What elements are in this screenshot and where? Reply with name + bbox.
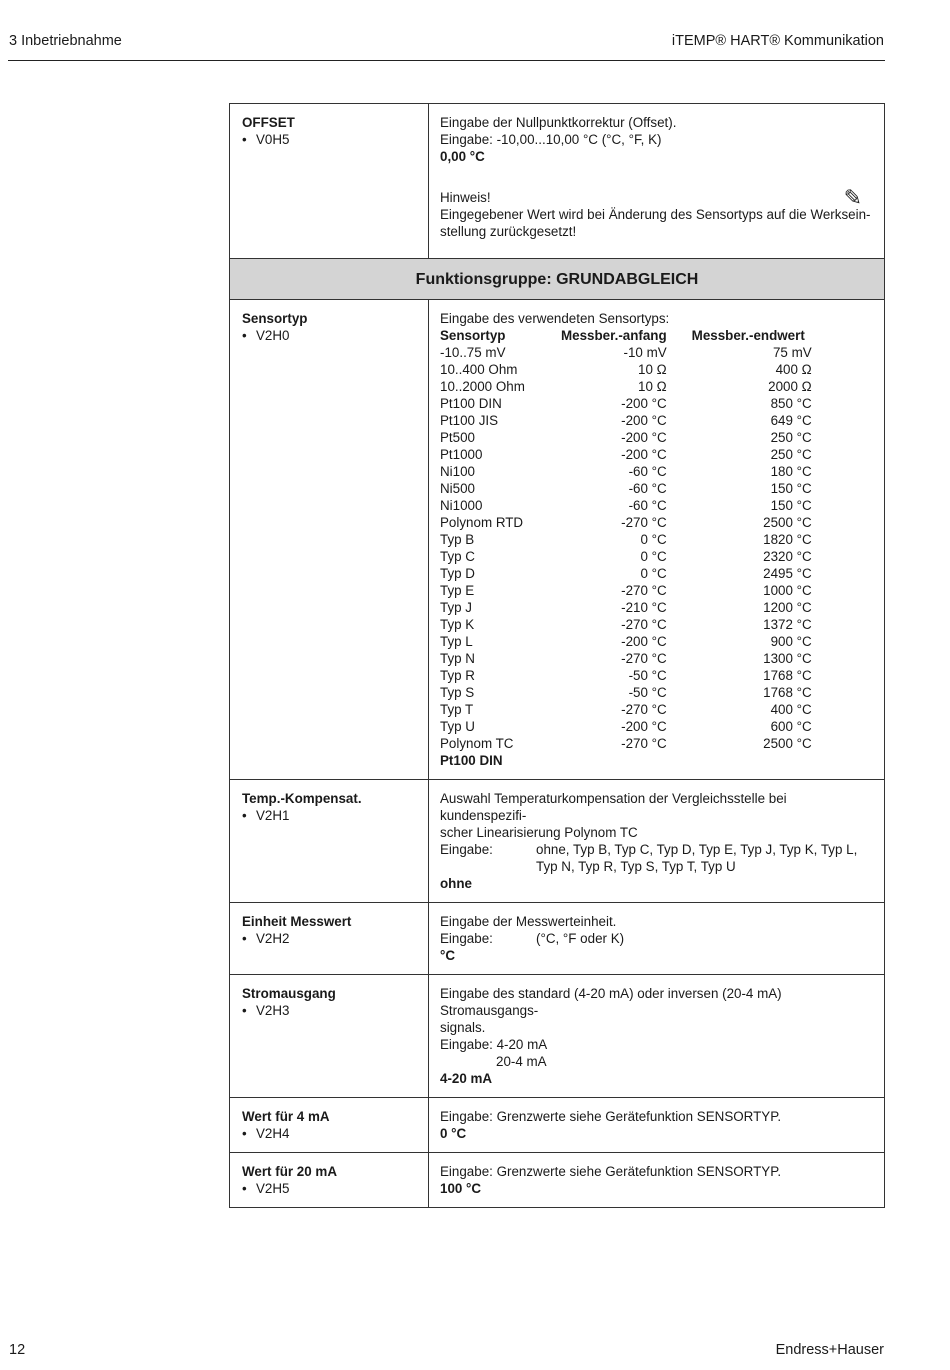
sensor-type-cell: Pt100 JIS <box>440 413 499 428</box>
default-value: 4-20 mA <box>440 1071 493 1086</box>
param-code: • V2H1 <box>242 808 290 823</box>
sensor-type-cell: 10..2000 Ohm <box>440 379 525 394</box>
range-start-cell: -60 °C <box>628 481 667 496</box>
range-end-cell: 2500 °C <box>763 736 812 751</box>
param-cell <box>230 1153 429 1208</box>
range-end-cell: 150 °C <box>770 481 812 496</box>
input-options: 20-4 mA <box>496 1054 547 1069</box>
sensor-range-row <box>440 463 812 480</box>
footer-brand: Endress+Hauser <box>775 1342 884 1358</box>
sensor-type-cell: Polynom RTD <box>440 515 524 530</box>
range-end-cell: 1820 °C <box>763 532 812 547</box>
default-value: 0 °C <box>440 1126 467 1141</box>
sensor-range-row <box>440 650 812 667</box>
sensor-range-row <box>440 548 812 565</box>
sensor-type-cell: Ni500 <box>440 481 475 496</box>
sensor-range-row <box>440 344 812 361</box>
param-cell <box>230 975 429 1098</box>
param-cell <box>230 780 429 903</box>
header-chapter: 3 Inbetriebnahme <box>9 33 122 49</box>
range-start-cell: -270 °C <box>621 736 667 751</box>
range-start-cell: -270 °C <box>621 617 667 632</box>
param-name: Stromausgang <box>242 986 336 1001</box>
row-wert-20ma <box>230 1153 885 1208</box>
input-line <box>440 1053 874 1070</box>
sensor-range-row <box>440 667 812 684</box>
description-cell <box>429 975 885 1098</box>
range-start-cell: 0 °C <box>640 549 667 564</box>
range-end-cell: 1768 °C <box>763 685 812 700</box>
param-code: • V0H5 <box>242 132 290 147</box>
sensor-type-cell: 10..400 Ohm <box>440 362 518 377</box>
range-end-cell: 1200 °C <box>763 600 812 615</box>
note-line: Eingegebener Wert wird bei Änderung des Sensortyps auf die Werksein- <box>440 207 871 222</box>
param-code: • V2H3 <box>242 1003 290 1018</box>
description-line: Eingabe der Nullpunktkorrektur (Offset). <box>440 115 677 130</box>
sensor-range-row <box>440 361 812 378</box>
sensor-type-cell: Ni100 <box>440 464 475 479</box>
range-start-cell: -200 °C <box>621 396 667 411</box>
range-start-cell: -210 °C <box>621 600 667 615</box>
input-label: Eingabe: <box>440 842 493 857</box>
sensor-type-cell: Typ R <box>440 668 475 683</box>
default-value: 100 °C <box>440 1181 482 1196</box>
sensor-type-cell: Typ N <box>440 651 475 666</box>
note-block <box>440 185 874 240</box>
param-cell <box>230 300 429 780</box>
column-header: Messber.-anfang <box>561 328 667 343</box>
row-offset <box>230 104 885 259</box>
row-wert-4ma <box>230 1098 885 1153</box>
row-stromausgang <box>230 975 885 1098</box>
sensor-range-row <box>440 446 812 463</box>
sensor-range-row <box>440 412 812 429</box>
description-cell <box>429 1098 885 1153</box>
range-start-cell: -270 °C <box>621 702 667 717</box>
range-end-cell: 150 °C <box>770 498 812 513</box>
sensor-type-cell: Pt100 DIN <box>440 396 502 411</box>
param-name: Wert für 20 mA <box>242 1164 337 1179</box>
range-start-cell: -60 °C <box>628 498 667 513</box>
range-start-cell: -50 °C <box>628 685 667 700</box>
sensor-range-row <box>440 531 812 548</box>
range-end-cell: 400 Ω <box>775 362 812 377</box>
sensor-range-row <box>440 480 812 497</box>
input-options: (°C, °F oder K) <box>536 931 625 946</box>
range-end-cell: 1768 °C <box>763 668 812 683</box>
param-code: • V2H2 <box>242 931 290 946</box>
range-start-cell: -200 °C <box>621 413 667 428</box>
sensor-range-row <box>440 616 812 633</box>
sensor-type-cell: Typ B <box>440 532 475 547</box>
range-start-cell: -200 °C <box>621 447 667 462</box>
range-end-cell: 180 °C <box>770 464 812 479</box>
input-line <box>440 841 874 858</box>
input-options: ohne, Typ B, Typ C, Typ D, Typ E, Typ J, Typ K, Typ L, <box>536 842 858 857</box>
range-start-cell: 10 Ω <box>638 362 667 377</box>
description-line: Eingabe: Grenzwerte siehe Gerätefunktion SENSORTYP. <box>440 1109 782 1124</box>
range-end-cell: 2000 Ω <box>768 379 812 394</box>
pencil-icon: ✎ <box>843 185 862 210</box>
sensor-type-cell: Typ L <box>440 634 473 649</box>
sensor-range-row <box>440 735 812 752</box>
note-title: Hinweis! <box>440 190 491 205</box>
page-number: 12 <box>9 1342 26 1358</box>
sensor-range-row <box>440 565 812 582</box>
sensor-range-header <box>440 327 812 344</box>
range-start-cell: -270 °C <box>621 651 667 666</box>
range-end-cell: 250 °C <box>770 447 812 462</box>
description-line: Eingabe: Grenzwerte siehe Gerätefunktion SENSORTYP. <box>440 1164 782 1179</box>
sensor-type-cell: Typ C <box>440 549 475 564</box>
param-code: • V2H4 <box>242 1126 290 1141</box>
default-value: °C <box>440 948 456 963</box>
range-start-cell: -200 °C <box>621 719 667 734</box>
range-end-cell: 1300 °C <box>763 651 812 666</box>
range-start-cell: -270 °C <box>621 515 667 530</box>
sensor-type-cell: Ni1000 <box>440 498 483 513</box>
param-name: Temp.-Kompensat. <box>242 791 362 806</box>
input-line <box>440 930 874 947</box>
sensor-type-cell: Typ T <box>440 702 474 717</box>
sensor-range-row <box>440 497 812 514</box>
sensor-type-cell: Typ S <box>440 685 475 700</box>
sensor-type-cell: Typ E <box>440 583 475 598</box>
param-code: • V2H5 <box>242 1181 290 1196</box>
range-end-cell: 1000 °C <box>763 583 812 598</box>
sensor-range-row <box>440 429 812 446</box>
default-value: Pt100 DIN <box>440 753 503 768</box>
description-cell <box>429 300 885 780</box>
param-cell <box>230 1098 429 1153</box>
range-start-cell: 0 °C <box>640 532 667 547</box>
row-sensortyp <box>230 300 885 780</box>
sensor-range-row <box>440 395 812 412</box>
param-cell <box>230 104 429 259</box>
sensor-type-cell: Typ J <box>440 600 472 615</box>
sensor-type-cell: Typ U <box>440 719 475 734</box>
sensor-range-row <box>440 718 812 735</box>
input-label: Eingabe: <box>440 931 493 946</box>
range-start-cell: -200 °C <box>621 430 667 445</box>
input-line <box>440 858 874 875</box>
sensor-type-cell: Polynom TC <box>440 736 514 751</box>
range-end-cell: 850 °C <box>770 396 812 411</box>
param-cell <box>230 903 429 975</box>
description-line: Eingabe: -10,00...10,00 °C (°C, °F, K) <box>440 132 662 147</box>
default-value: 0,00 °C <box>440 149 485 164</box>
range-start-cell: -270 °C <box>621 583 667 598</box>
range-end-cell: 75 mV <box>772 345 812 360</box>
sensor-type-cell: Pt500 <box>440 430 475 445</box>
range-end-cell: 400 °C <box>770 702 812 717</box>
note-line: stellung zurückgesetzt! <box>440 224 577 239</box>
description-cell <box>429 104 885 259</box>
param-code: • V2H0 <box>242 328 290 343</box>
description-line: Eingabe des verwendeten Sensortyps: <box>440 311 670 326</box>
sensor-range-row <box>440 684 812 701</box>
sensor-type-cell: Typ K <box>440 617 475 632</box>
range-end-cell: 2500 °C <box>763 515 812 530</box>
sensor-type-cell: -10..75 mV <box>440 345 506 360</box>
description-line: Auswahl Temperaturkompensation der Vergleichsstelle bei kundenspezifi- <box>440 791 787 823</box>
description-line: Eingabe des standard (4-20 mA) oder inversen (20-4 mA) Stromausgangs- <box>440 986 782 1018</box>
range-start-cell: 10 Ω <box>638 379 667 394</box>
sensor-type-cell: Pt1000 <box>440 447 483 462</box>
param-name: Sensortyp <box>242 311 308 326</box>
sensor-range-table <box>440 327 812 752</box>
range-start-cell: -50 °C <box>628 668 667 683</box>
param-name: Wert für 4 mA <box>242 1109 330 1124</box>
column-header: Sensortyp <box>440 328 506 343</box>
default-value: ohne <box>440 876 472 891</box>
description-cell <box>429 780 885 903</box>
range-start-cell: -200 °C <box>621 634 667 649</box>
description-line: signals. <box>440 1020 486 1035</box>
description-cell <box>429 903 885 975</box>
header-doc-title: iTEMP® HART® Kommunikation <box>671 33 884 49</box>
sensor-range-row <box>440 582 812 599</box>
range-start-cell: -60 °C <box>628 464 667 479</box>
sensor-range-row <box>440 514 812 531</box>
column-header: Messber.-endwert <box>691 328 805 343</box>
range-end-cell: 250 °C <box>770 430 812 445</box>
group-header-row <box>230 259 885 300</box>
range-end-cell: 2495 °C <box>763 566 812 581</box>
row-einheit <box>230 903 885 975</box>
range-end-cell: 600 °C <box>770 719 812 734</box>
input-options: Typ N, Typ R, Typ S, Typ T, Typ U <box>536 859 736 874</box>
param-name: OFFSET <box>242 115 295 130</box>
range-start-cell: 0 °C <box>640 566 667 581</box>
row-tempkomp <box>230 780 885 903</box>
range-start-cell: -10 mV <box>623 345 667 360</box>
parameter-table <box>229 103 885 1208</box>
param-name: Einheit Messwert <box>242 914 352 929</box>
sensor-range-row <box>440 633 812 650</box>
range-end-cell: 900 °C <box>770 634 812 649</box>
sensor-type-cell: Typ D <box>440 566 475 581</box>
sensor-range-row <box>440 701 812 718</box>
group-title: Funktionsgruppe: GRUNDABGLEICH <box>230 259 885 300</box>
description-cell <box>429 1153 885 1208</box>
header-rule <box>8 60 885 61</box>
description-line: scher Linearisierung Polynom TC <box>440 825 638 840</box>
range-end-cell: 649 °C <box>770 413 812 428</box>
input-line: Eingabe: 4-20 mA <box>440 1037 548 1052</box>
range-end-cell: 2320 °C <box>763 549 812 564</box>
range-end-cell: 1372 °C <box>763 617 812 632</box>
sensor-range-body <box>440 344 812 752</box>
sensor-range-row <box>440 599 812 616</box>
sensor-range-row <box>440 378 812 395</box>
description-line: Eingabe der Messwerteinheit. <box>440 914 617 929</box>
